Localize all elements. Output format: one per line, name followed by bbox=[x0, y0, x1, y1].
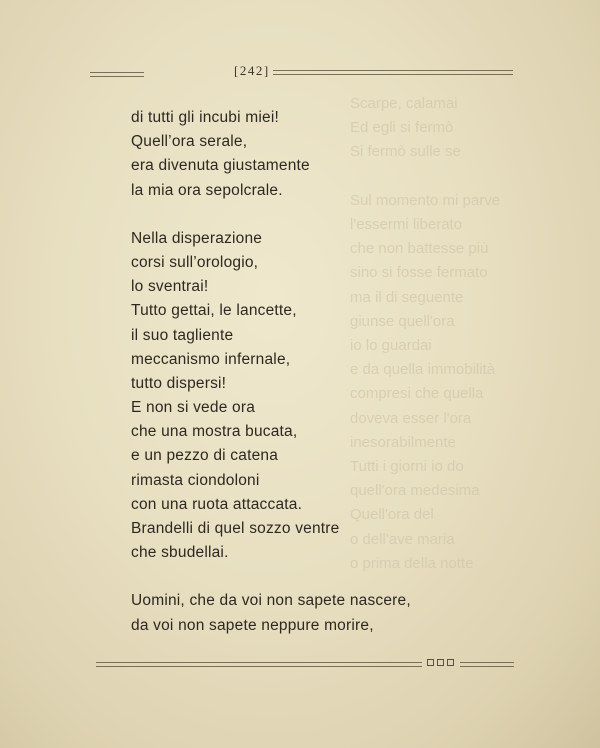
footer-rule bbox=[96, 657, 514, 671]
poem-line: tutto dispersi! bbox=[131, 374, 227, 392]
header-rule-left bbox=[90, 72, 144, 77]
poem-line: e un pezzo di catena bbox=[131, 447, 279, 465]
poem-line: E non si vede ora bbox=[131, 399, 256, 417]
poem-line: Uomini, che da voi non sapete nascere, bbox=[131, 592, 411, 610]
stanza-gap bbox=[131, 565, 461, 589]
poem-line: Quell’ora serale, bbox=[131, 133, 248, 151]
ornament-square-icon bbox=[437, 659, 444, 666]
poem-line: Brandelli di quel sozzo ventre bbox=[131, 520, 340, 537]
show-through-text: Scarpe, calamai Ed egli si fermò Si fermò sulle se Sul momento mi parve l'essermi liberato che non battesse più sino si fosse fermato ma il di seguente giunse quell'ora io lo guardai e da quella immobilità compresi che quella doveva esser l'ora inesorabilmente Tutti i giorni io do quell'ora medesima Quell'ora del o dell'ave maria o prima della notte bbox=[350, 95, 501, 572]
header-rule-right bbox=[273, 70, 513, 75]
page-number: [242] bbox=[234, 63, 270, 78]
poem-line: di tutti gli incubi miei! bbox=[131, 109, 280, 126]
poem-line: lo sventrai! bbox=[131, 278, 209, 296]
poem-text bbox=[131, 106, 461, 638]
stanza-1 bbox=[131, 106, 461, 203]
poem-line: rimasta ciondoloni bbox=[131, 471, 260, 489]
poem-line: che una mostra bucata, bbox=[131, 423, 298, 441]
poem-line: che sbudellai. bbox=[131, 544, 229, 562]
stanza-3 bbox=[131, 589, 461, 637]
footer-ornament-icon bbox=[427, 658, 457, 668]
poem-line: la mia ora sepolcrale. bbox=[131, 181, 283, 199]
poem-line: da voi non sapete neppure morire, bbox=[131, 616, 374, 634]
poem-line: Tutto gettai, le lancette, bbox=[131, 302, 297, 320]
poem-line: meccanismo infernale, bbox=[131, 350, 291, 368]
poem-line: il suo tagliente bbox=[131, 326, 234, 344]
poem-line: Nella disperazione bbox=[131, 229, 263, 247]
header-rule bbox=[90, 63, 513, 80]
footer-rule-left bbox=[96, 662, 422, 667]
poem-line: era divenuta giustamente bbox=[131, 157, 310, 175]
stanza-2 bbox=[131, 227, 461, 566]
footer-rule-right bbox=[460, 662, 514, 667]
stanza-gap bbox=[131, 203, 461, 227]
ornament-square-icon bbox=[427, 659, 434, 666]
poem-line: corsi sull’orologio, bbox=[131, 253, 259, 271]
poem-line: con una ruota attaccata. bbox=[131, 495, 303, 513]
ornament-square-icon bbox=[447, 659, 454, 666]
